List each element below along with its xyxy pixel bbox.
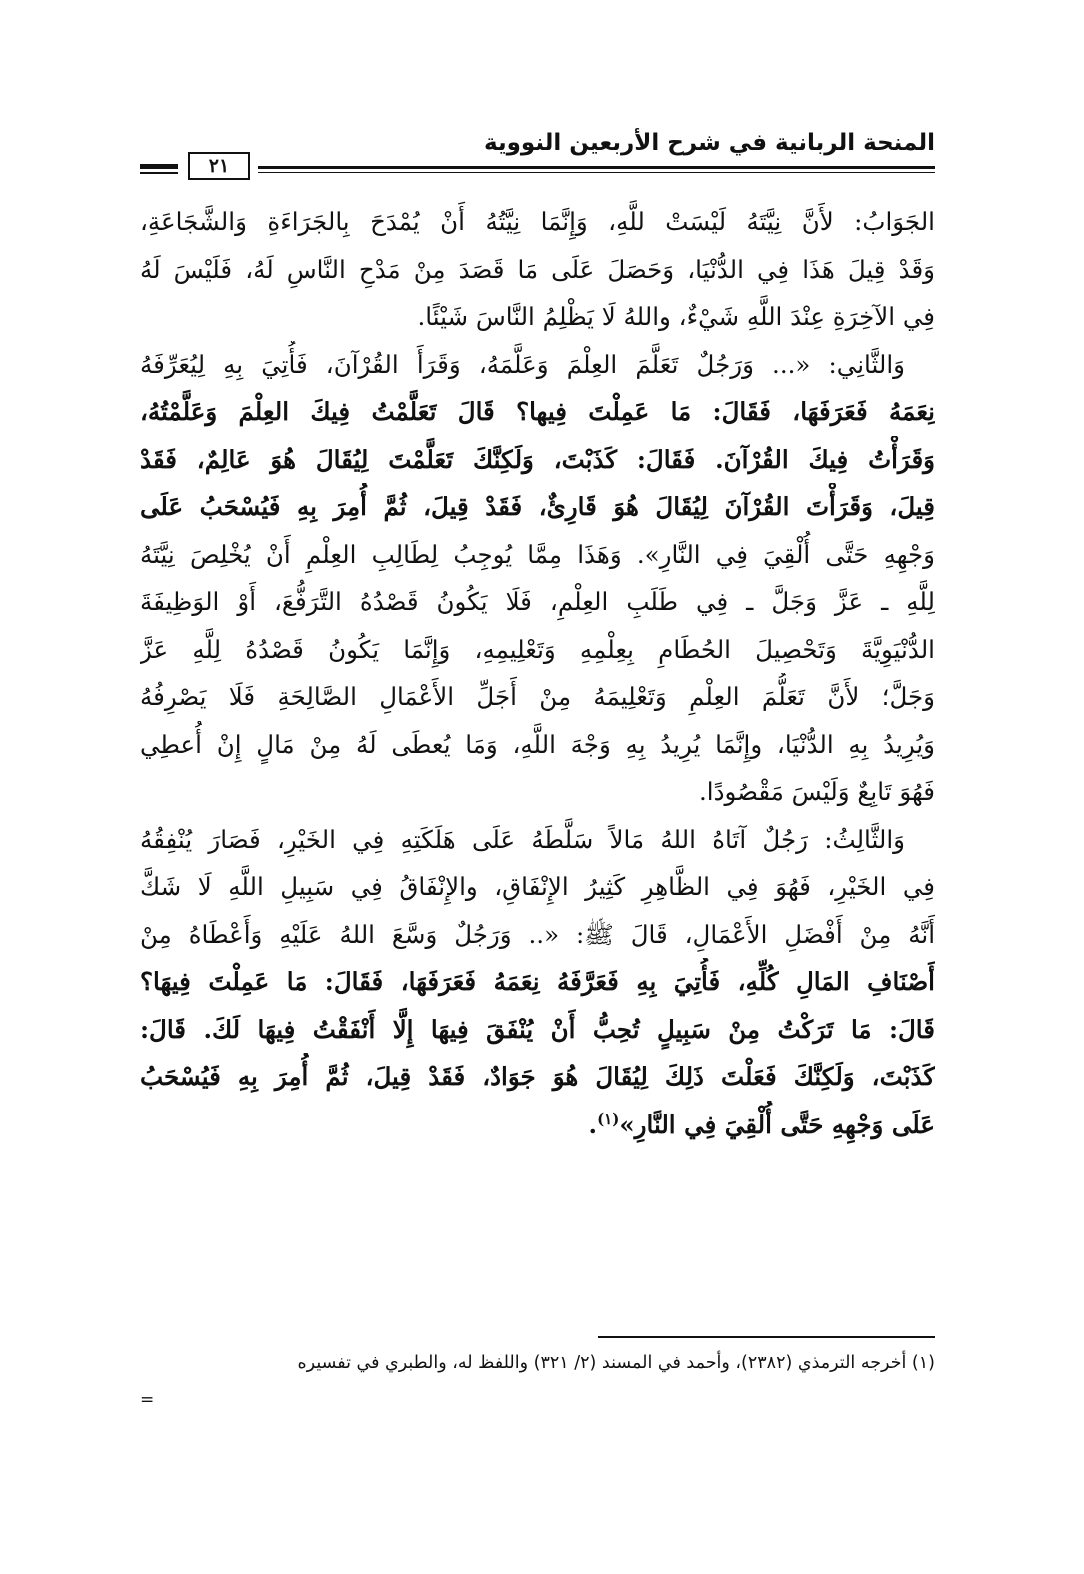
text-line: وَقَدْ قِيلَ هَذَا فِي الدُّنْيَا، وَحَصَلَ عَلَى مَا قَصَدَ مِنْ مَدْحِ النَّاسِ لَهُ، فَلَيْسَ لَهُ xyxy=(140,254,935,284)
running-header xyxy=(140,128,935,180)
text-line: أَصْنَافِ المَالِ كُلِّهِ، فَأُتِيَ بِهِ فَعَرَّفَهُ نِعَمَهُ فَعَرَفَهَا، فَقَالَ: مَا عَمِلْتَ فِيهَا؟ xyxy=(140,967,935,996)
footnote: (١) أخرجه الترمذي (٢٣٨٢)، وأحمد في المسند (٢/ ٣٢١) واللفظ له، والطبري في تفسيره xyxy=(297,1353,935,1373)
header-dash-thin xyxy=(140,172,178,174)
text-line-final xyxy=(140,1101,935,1149)
text-line: وَقَرَأْتُ فِيكَ القُرْآنَ. فَقَالَ: كَذَبْتَ، وَلَكِنَّكَ تَعَلَّمْتَ لِيُقَالَ هُوَ عَالِمٌ، فَقَدْ xyxy=(140,444,935,474)
quote-end: عَلَى وَجْهِهِ حَتَّى أُلْقِيَ فِي النَّارِ» xyxy=(619,1109,935,1139)
text-line: نِعَمَهُ فَعَرَفَهَا، فَقَالَ: مَا عَمِلْتَ فِيها؟ قَالَ تَعَلَّمْتُ فِيكَ العِلْمَ وَعَلَّمْتُهُ، xyxy=(140,397,935,426)
text-line: فِي الخَيْرِ، فَهُوَ فِي الظَّاهِرِ كَثِيرُ الإِنْفَاقِ، والإِنْفَاقُ فِي سَبِيلِ اللَّهِ لَا شَكَّ xyxy=(140,872,935,901)
footnote-continuation-mark: = xyxy=(140,1390,155,1410)
text-line: فَهُوَ تَابِعٌ وَلَيْسَ مَقْصُودًا. xyxy=(698,777,935,806)
full-stop: . xyxy=(588,1109,598,1139)
text-line: وَيُرِيدُ بِهِ الدُّنْيَا، وإِنَّمَا يُرِيدُ بِهِ وَجْهَ اللَّهِ، وَمَا يُعطَى لَهُ مِنْ مَالٍ إِنْ أُعطِي xyxy=(140,729,935,759)
footnote-ref: (١) xyxy=(597,1109,620,1128)
text-line: أَنَّهُ مِنْ أَفْضَلِ الأَعْمَالِ، قَالَ ﷺ: «.. وَرَجُلٌ وَسَّعَ اللهُ عَلَيْهِ وَأَعْطَاهُ مِنْ xyxy=(140,919,935,949)
body-text xyxy=(140,198,935,1308)
text-line: الدُّنْيَوِيَّةَ وَتَحْصِيلَ الحُطَامِ بِعِلْمِهِ وَتَعْلِيمِهِ، وَإِنَّمَا يَكُونُ قَصْدُهُ لِلَّهِ عَزَّ xyxy=(140,634,935,664)
text-line: الجَوَابُ: لأَنَّ نِيَّتَهُ لَيْسَتْ للَّهِ، وَإِنَّمَا نِيَّتُهُ أَنْ يُمْدَحَ بِالجَرَاءَةِ وَالشَّجَاعَةِ، xyxy=(140,207,935,236)
page-number: ٢١ xyxy=(188,152,250,180)
text-line: فِي الآخِرَةِ عِنْدَ اللَّهِ شَيْءٌ، واللهُ لَا يَظْلِمُ النَّاسَ شَيْئًا. xyxy=(417,302,935,331)
text-line: وَجْهِهِ حَتَّى أُلْقِيَ فِي النَّارِ». وَهَذَا مِمَّا يُوجِبُ لِطَالِبِ العِلْمِ أَنْ يُخْلِصَ نِيَّتَهُ xyxy=(140,539,935,569)
text-line: وَالثَّانِي: «... وَرَجُلٌ تَعَلَّمَ العِلْمَ وَعَلَّمَهُ، وَقَرَأَ القُرْآنَ، فَأُتِيَ بِهِ لِيُعَرِّفَهُ xyxy=(140,349,905,379)
text-line: قِيلَ، وَقَرَأْتَ القُرْآنَ لِيُقَالَ هُوَ قَارِئٌ، فَقَدْ قِيلَ، ثُمَّ أُمِرَ بِهِ فَيُسْحَبُ عَلَى xyxy=(140,492,935,521)
text-line: وَجَلَّ؛ لأَنَّ تَعَلُّمَ العِلْمِ وَتَعْلِيمَهُ مِنْ أَجَلِّ الأَعْمَالِ الصَّالِحَةِ فَلَا يَصْرِفُهُ xyxy=(140,682,935,711)
book-title: المنحة الربانية في شرح الأربعين النووية xyxy=(484,130,935,156)
text-line: قَالَ: مَا تَرَكْتُ مِنْ سَبِيلٍ تُحِبُّ أَنْ يُنْفَقَ فِيهَا إِلَّا أَنْفَقْتُ فِيهَا لَكَ. قَالَ: xyxy=(140,1014,935,1044)
header-rule-thin xyxy=(258,172,935,173)
header-dash-thick xyxy=(140,164,178,169)
footnote-rule xyxy=(598,1336,935,1338)
header-rule-thick xyxy=(258,166,935,169)
text-line: وَالثَّالِثُ: رَجُلٌ آتَاهُ اللهُ مَالاً سَلَّطَهُ عَلَى هَلَكَتِهِ فِي الخَيْرِ، فَصَارَ يُنْفِقُهُ xyxy=(140,824,905,854)
text-line: لِلَّهِ ـ عَزَّ وَجَلَّ ـ فِي طَلَبِ العِلْمِ، فَلَا يَكُونُ قَصْدُهُ التَّرَفُّعَ، أَوْ الوَظِيفَةَ xyxy=(140,587,935,616)
text-line: كَذَبْتَ، وَلَكِنَّكَ فَعَلْتَ ذَلِكَ لِيُقَالَ هُوَ جَوَادٌ، فَقَدْ قِيلَ، ثُمَّ أُمِرَ بِهِ فَيُسْحَبُ xyxy=(140,1062,935,1091)
